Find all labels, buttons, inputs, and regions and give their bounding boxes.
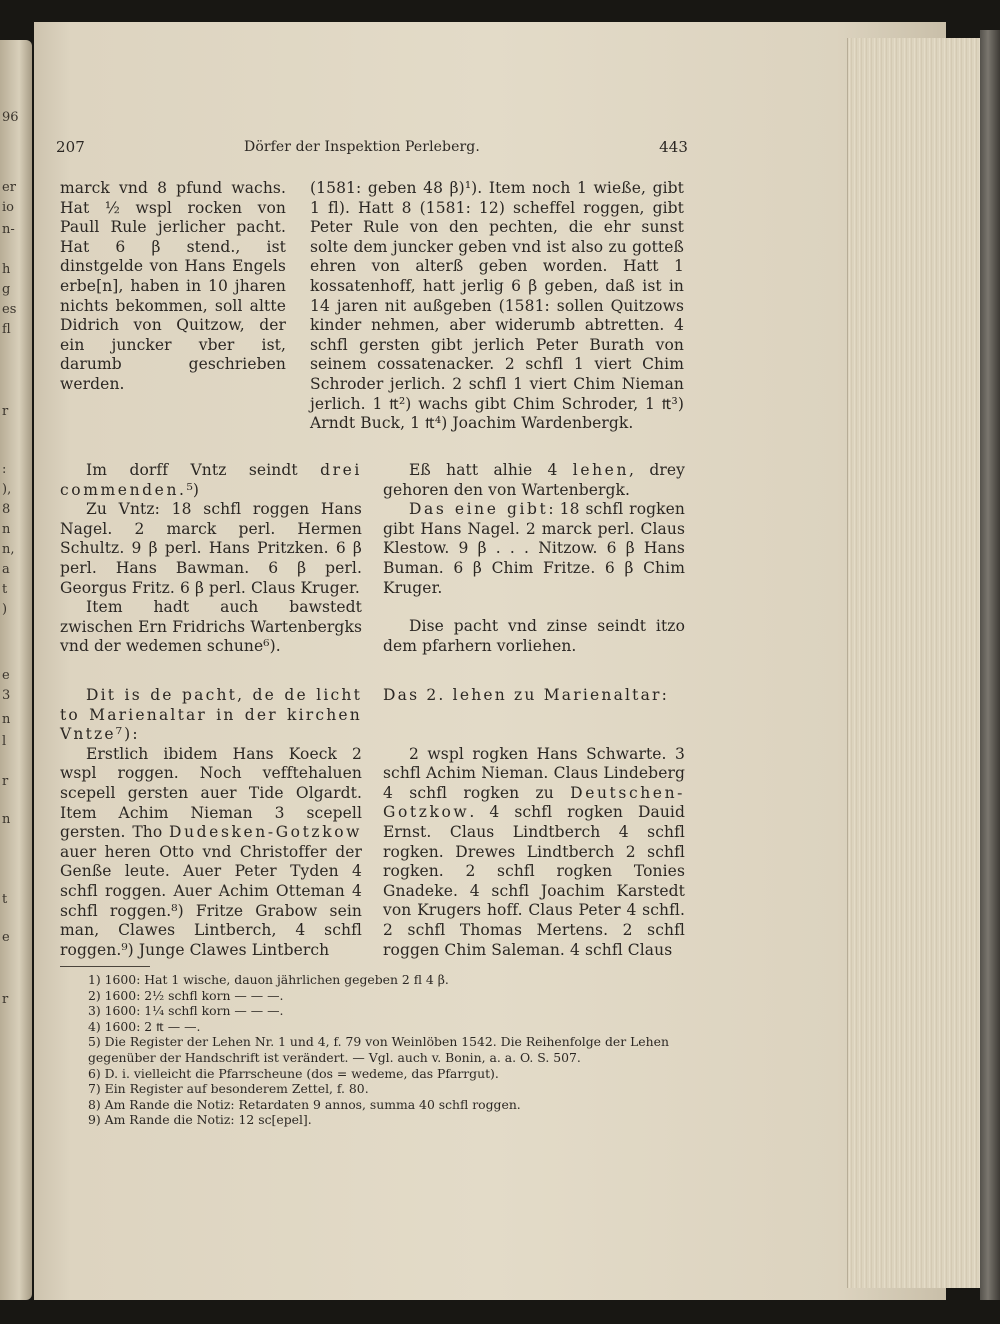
facing-page-fragment: n — [2, 812, 11, 827]
block1-left-column — [60, 179, 286, 395]
vntz-list: Zu Vntz: 18 schfl roggen Hans Nagel. 2 marck perl. Hermen Schultz. 9 β perl. Hans Pritzken. 6 β perl. Hans Bawman. 6 β perl. Georgus Fritz. 6 β perl. Claus Kruger. — [60, 500, 362, 597]
lehen-intro: Eß hatt alhie 4 lehen, drey gehoren den von Wartenbergk. — [383, 461, 685, 499]
footnote-8: 8) Am Rande die Notiz: Retardaten 9 annos, summa 40 schfl roggen. — [88, 1096, 521, 1112]
footnote-3: 3) 1600: 1¼ schfl korn — — —. — [88, 1003, 284, 1019]
facing-page-fragment: t — [2, 892, 8, 907]
facing-page-fragment: 8 — [2, 502, 11, 517]
facing-page-fragment: h — [2, 262, 11, 277]
facing-page-edge — [0, 40, 32, 1300]
page-number-left: 207 — [56, 138, 85, 156]
facing-page-fragment: g — [2, 282, 11, 297]
facing-page-fragment: l — [2, 734, 7, 749]
block1-right-text: (1581: geben 48 β)¹). Item noch 1 wieße, gibt 1 fl). Hatt 8 (1581: 12) scheffel roggen, gibt Peter Rule von den pechten, die ehr sunst solte dem juncker geben vnd ist also zu gotteß ehren von alterß geben worden. Hatt 1 kossatenhoff, hatt jerlig 6 β geben, daß ist in 14 jaren nit außgeben (1581: sollen Quitzows kinder nehmen, aber widerumb abtretten. 4 schfl gersten gibt jerlich Peter Burath von seinem cossatenacker. 2 schfl 1 viert Chim Schroder jerlich. 2 schfl 1 viert Chim Nieman jerlich. 1 ₶²) wachs gibt Chim Schroder, 1 ₶³) Arndt Buck, 1 ₶⁴) Joachim Wardenbergk. — [310, 179, 684, 433]
page-block-edges — [847, 38, 986, 1288]
facing-page-fragment: r — [2, 774, 9, 789]
running-title: Dörfer der Inspektion Perleberg. — [244, 139, 480, 155]
facing-page-fragment: n — [2, 522, 11, 537]
pacht-note: Dise pacht vnd zinse seindt itzo dem pfarhern vorliehen. — [383, 617, 685, 655]
facing-page-fragment: 96 — [2, 110, 19, 125]
bawstedt-note: Item hadt auch bawstedt zwischen Ern Fridrichs Wartenbergks vnd der wedemen schune⁶). — [60, 598, 362, 656]
footnote-5: 5) Die Register der Lehen Nr. 1 und 4, f. 79 von Weinlöben 1542. Die Reihenfolge der Lehen gegenüber der Handschrift ist verändert. — Vgl. auch v. Bonin, a. a. O. S. 507. — [88, 1034, 669, 1065]
facing-page-fragment: t — [2, 582, 8, 597]
facing-page-fragment: es — [2, 302, 17, 317]
facing-page-fragment: n- — [2, 222, 15, 237]
block3-left-column — [60, 686, 362, 960]
facing-page-fragment: e — [2, 668, 10, 683]
marienaltar-right-body: 2 wspl rogken Hans Schwarte. 3 schfl Achim Nieman. Claus Lindeberg 4 schfl rogken zu Deutschen-Gotzkow. 4 schfl rogken Dauid Ernst. Claus Lindtberch 4 schfl rogken. Drewes Lindtberch 2 schfl rogken. 2 schfl rogken Tonies Gnadeke. 4 schfl Joachim Karstedt von Krugers hoff. Claus Peter 4 schfl. 2 schfl Thomas Mertens. 2 schfl roggen Chim Saleman. 4 schfl Claus — [383, 744, 685, 959]
facing-page-fragment: n, — [2, 542, 15, 557]
footnotes — [60, 972, 700, 1128]
footnote-7: 7) Ein Register auf besonderem Zettel, f. 80. — [88, 1081, 369, 1097]
facing-page-fragment: a — [2, 562, 10, 577]
facing-page-fragment: e — [2, 930, 10, 945]
book-cover-edge — [980, 30, 1000, 1300]
footnote-4: 4) 1600: 2 ₶ — —. — [88, 1018, 201, 1034]
facing-page-fragment: io — [2, 200, 14, 215]
facing-page-fragment: er — [2, 180, 16, 195]
facing-page-fragment: n — [2, 712, 11, 727]
block1-right-column — [310, 179, 684, 434]
marienaltar-heading-left: Dit is de pacht, de de licht to Marienaltar in der kirchen Vntze⁷): — [60, 686, 362, 744]
footnote-1: 1) 1600: Hat 1 wische, dauon jährlichen gegeben 2 fl 4 β. — [88, 972, 449, 987]
footnote-2: 2) 1600: 2½ schfl korn — — —. — [88, 987, 284, 1003]
facing-page-fragment: 3 — [2, 688, 11, 703]
block2-right-column — [383, 461, 685, 656]
page-number-right: 443 — [659, 138, 688, 156]
facing-page-fragment: r — [2, 992, 9, 1007]
commenden-intro: Im dorff Vntz seindt drei commenden.⁵) — [60, 461, 362, 499]
marienaltar-left-body: Erstlich ibidem Hans Koeck 2 wspl roggen. Noch vefftehaluen scepell gersten auer Tide Olgardt. Item Achim Nieman 3 scepell gersten. Tho Dudesken-Gotzkow auer heren Otto vnd Christoffer der Genße leute. Auer Peter Tyden 4 schfl roggen. Auer Achim Otteman 4 schfl roggen.⁸) Fritze Grabow sein man, Clawes Lintberch, 4 schfl roggen.⁹) Junge Clawes Lintberch — [60, 744, 362, 959]
marienaltar-heading-right: Das 2. lehen zu Marienaltar: — [383, 686, 670, 704]
footnote-6: 6) D. i. vielleicht die Pfarrscheune (dos = wedeme, das Pfarrgut). — [88, 1065, 499, 1081]
facing-page-fragment: : — [2, 462, 7, 477]
footnote-rule — [60, 966, 150, 967]
das-eine-gibt: Das eine gibt: 18 schfl rogken gibt Hans Nagel. 2 marck perl. Claus Klestow. 9 β . . . Nitzow. 6 β Hans Buman. 6 β Chim Fritze. 6 β Chim Kruger. — [383, 500, 685, 597]
block1-left-text: marck vnd 8 pfund wachs. Hat ½ wspl rocken von Paull Rule jerlicher pacht. Hat 6 β stend., ist dinstgelde von Hans Engels erbe[n], haben in 10 jharen nichts bekommen, soll altte Didrich von Quitzow, der ein juncker vber ist, darumb geschrieben werden. — [60, 179, 286, 393]
running-header — [56, 138, 688, 160]
facing-page-fragment: r — [2, 404, 9, 419]
block3-right-column — [383, 686, 685, 960]
facing-page-fragment: fl — [2, 322, 11, 337]
block2-left-column — [60, 461, 362, 657]
footnote-9: 9) Am Rande die Notiz: 12 sc[epel]. — [88, 1112, 312, 1128]
facing-page-fragment: ), — [2, 482, 12, 497]
facing-page-fragment: ) — [2, 602, 8, 617]
